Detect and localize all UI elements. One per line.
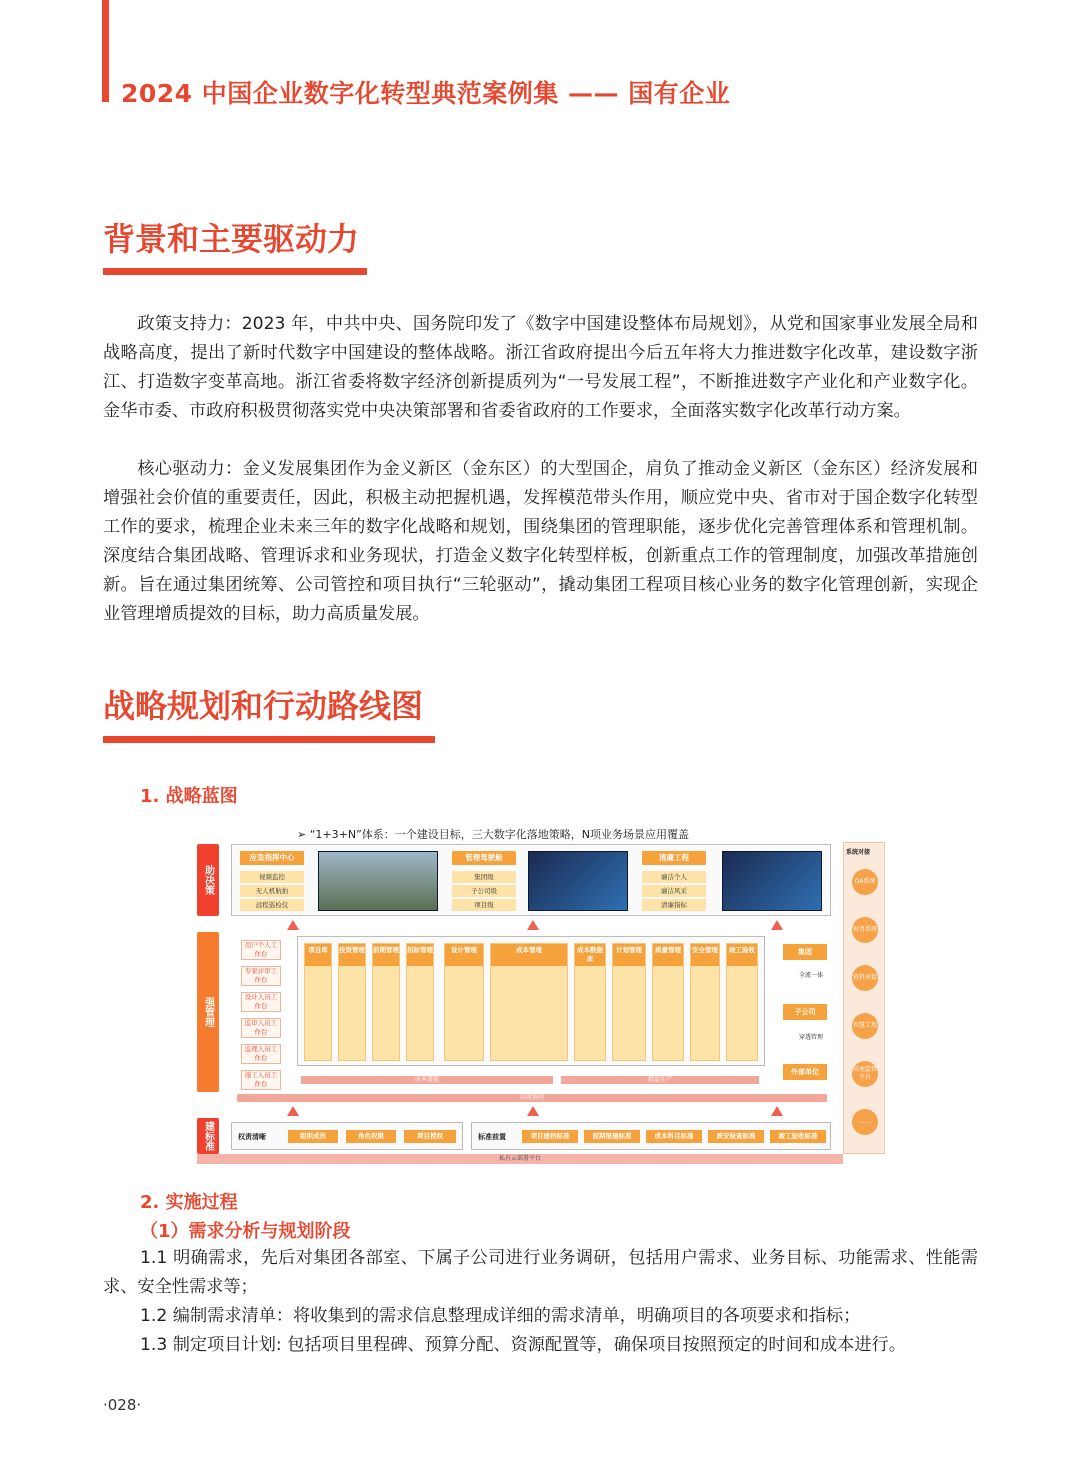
- system-circle: 智慧工地: [852, 1013, 878, 1039]
- module-title: 项目库: [305, 944, 331, 966]
- system-circle: 资料对接: [852, 965, 878, 991]
- module-title: 前期管理: [373, 944, 399, 966]
- up-arrow-icon: [287, 920, 299, 930]
- module-column: [444, 943, 484, 1061]
- right-side-label: 穿透管理: [799, 1034, 824, 1041]
- group-item: 集团级: [452, 871, 516, 883]
- section-rule: [103, 736, 435, 743]
- group-item: 项目级: [452, 899, 516, 911]
- figure-caption: ➢ “1+3+N”体系：一个建设目标，三大数字化落地策略，N项业务场景应用覆盖: [297, 828, 689, 841]
- system-circle: 财务系统: [852, 917, 878, 943]
- section-rule: [103, 268, 367, 275]
- group-item: 清廉指标: [642, 899, 706, 911]
- group-title: 清廉工程: [642, 851, 706, 865]
- dashboard-screenshot: [528, 851, 628, 911]
- group-item: 视频监控: [240, 871, 304, 883]
- module-column: [406, 943, 434, 1061]
- module-title: 计划管理: [613, 944, 645, 966]
- module-column: [304, 943, 332, 1061]
- drone-video-screenshot: [318, 851, 438, 911]
- strategy-blueprint-figure: [197, 822, 887, 1166]
- subsection-implementation: 2. 实施过程: [140, 1192, 238, 1213]
- module-column: [652, 943, 684, 1061]
- right-side-label: 全流一体: [799, 972, 824, 979]
- module-title: 投资管理: [339, 944, 365, 966]
- standards-right-panel: [471, 1122, 831, 1150]
- running-title: 2024 中国企业数字化转型典范案例集 —— 国有企业: [121, 79, 731, 108]
- up-arrow-icon: [527, 1106, 539, 1116]
- group-item: 廉洁风采: [642, 885, 706, 897]
- std-right-label: 标准前置: [478, 1133, 506, 1141]
- right-external: 外部单位: [783, 1064, 827, 1080]
- role-box: 用户个人工作台: [241, 940, 281, 960]
- paragraph-policy: 政策支持力：2023 年，中共中央、国务院印发了《数字中国建设整体布局规划》，从党和国家事业发展全局和战略高度，提出了新时代数字中国建设的整体战略。浙江省政府提出今后五年将大力推进数字化改革，建设数字浙江、打造数字变革高地。浙江省委将数字经济创新提质列为“一号发展工程”，不断推进数字产业化和产业数字化。金华市委、市政府积极贯彻落实党中央决策部署和省委省政府的工作要求，全面落实数字化改革行动方案。: [103, 314, 978, 421]
- group-title: 管理驾驶舱: [452, 851, 516, 865]
- role-box: 专家评审工作台: [241, 966, 281, 986]
- up-arrow-icon: [771, 1106, 783, 1116]
- std-box: 项目授权: [404, 1130, 456, 1143]
- module-column: [490, 943, 568, 1061]
- std-box: 成本科目标准: [646, 1130, 702, 1143]
- platform-bar: 私有云部署平台: [197, 1154, 843, 1164]
- up-arrow-icon: [527, 920, 539, 930]
- band-management: 强管理: [197, 932, 219, 1092]
- group-item: 廉洁个人: [642, 871, 706, 883]
- header-accent-bar: [102, 0, 109, 102]
- std-box: 组织成员: [288, 1130, 338, 1143]
- systems-title: 系统对接: [846, 849, 871, 856]
- section-title-strategy: 战略规划和行动路线图: [103, 687, 424, 725]
- right-group: 集团: [783, 944, 827, 960]
- group-item: 子公司级: [452, 885, 516, 897]
- group-title: 应急指挥中心: [240, 851, 304, 865]
- module-title: 安全管理: [691, 944, 719, 966]
- role-box: 监审人员工作台: [241, 1018, 281, 1038]
- page-number: ·028·: [103, 1396, 142, 1414]
- module-title: 成本管理: [491, 944, 567, 966]
- band-decision: 助决策: [197, 844, 219, 916]
- band-standards: 建标准: [197, 1118, 219, 1154]
- module-title: 竣工验收: [727, 944, 757, 966]
- module-title: 招标管理: [407, 944, 433, 966]
- module-column: [574, 943, 606, 1061]
- module-column: [372, 943, 400, 1061]
- std-box: 角色权限: [346, 1130, 396, 1143]
- module-title: 成本数据库: [575, 944, 605, 966]
- system-circle: OA系统: [852, 869, 878, 895]
- systems-panel: [843, 842, 885, 1154]
- system-circle: ……: [852, 1109, 878, 1135]
- role-box: 设计人员工作台: [241, 992, 281, 1012]
- up-arrow-icon: [771, 920, 783, 930]
- module-title: 质量管理: [653, 944, 683, 966]
- arrow-collab: 高效协同: [237, 1094, 827, 1102]
- subsection-requirements: （1）需求分析与规划阶段: [140, 1221, 351, 1242]
- system-circle: 高速监管平台: [852, 1061, 878, 1087]
- group-item: 远程巡检仪: [240, 899, 304, 911]
- std-box: 质安检查标准: [708, 1130, 764, 1143]
- module-column: [726, 943, 758, 1061]
- std-box: 项目建档标准: [522, 1130, 578, 1143]
- integrity-screenshot: [722, 851, 822, 911]
- list-item: 1.1 明确需求，先后对集团各部室、下属子公司进行业务调研，包括用户需求、业务目标、功能需求、性能需求、安全性需求等；: [103, 1248, 978, 1297]
- decision-panel: [231, 844, 831, 916]
- module-title: 设计管理: [445, 944, 483, 966]
- section-title-background: 背景和主要驱动力: [103, 220, 360, 258]
- std-left-label: 权责清晰: [238, 1133, 266, 1141]
- arrow-cost: 成本透视: [301, 1076, 553, 1084]
- role-box: 监理人员工作台: [241, 1044, 281, 1064]
- module-column: [690, 943, 720, 1061]
- module-column: [338, 943, 366, 1061]
- standards-left-panel: [231, 1122, 463, 1150]
- list-item: 1.2 编制需求清单：将收集到的需求信息整理成详细的需求清单，明确项目的各项要求和指标；: [139, 1306, 861, 1326]
- right-subsidiary: 子公司: [783, 1004, 827, 1020]
- subsection-blueprint: 1. 战略蓝图: [140, 786, 238, 807]
- std-box: 前期报建标准: [584, 1130, 640, 1143]
- up-arrow-icon: [287, 1106, 299, 1116]
- arrow-lean: 精益生产: [561, 1076, 759, 1084]
- std-box: 竣工验收标准: [770, 1130, 826, 1143]
- paragraph-core-driver: 核心驱动力：金义发展集团作为金义新区（金东区）的大型国企，肩负了推动金义新区（金东区）经济发展和增强社会价值的重要责任，因此，积极主动把握机遇，发挥模范带头作用，顺应党中央、省市对于国企数字化转型工作的要求，梳理企业未来三年的数字化战略和规划，围绕集团的管理职能，逐步优化完善管理体系和管理机制。深度结合集团战略、管理诉求和业务现状，打造金义数字化转型样板，创新重点工作的管理制度，加强改革措施创新。旨在通过集团统筹、公司管控和项目执行“三轮驱动”，撬动集团工程项目核心业务的数字化管理创新，实现企业管理增质提效的目标，助力高质量发展。: [103, 459, 978, 624]
- group-item: 无人机航拍: [240, 885, 304, 897]
- list-item: 1.3 制定项目计划: 包括项目里程碑、预算分配、资源配置等，确保项目按照预定的时间和成本进行。: [139, 1335, 906, 1355]
- module-column: [612, 943, 646, 1061]
- role-box: 施工人员工作台: [241, 1070, 281, 1090]
- module-panel: [297, 936, 765, 1066]
